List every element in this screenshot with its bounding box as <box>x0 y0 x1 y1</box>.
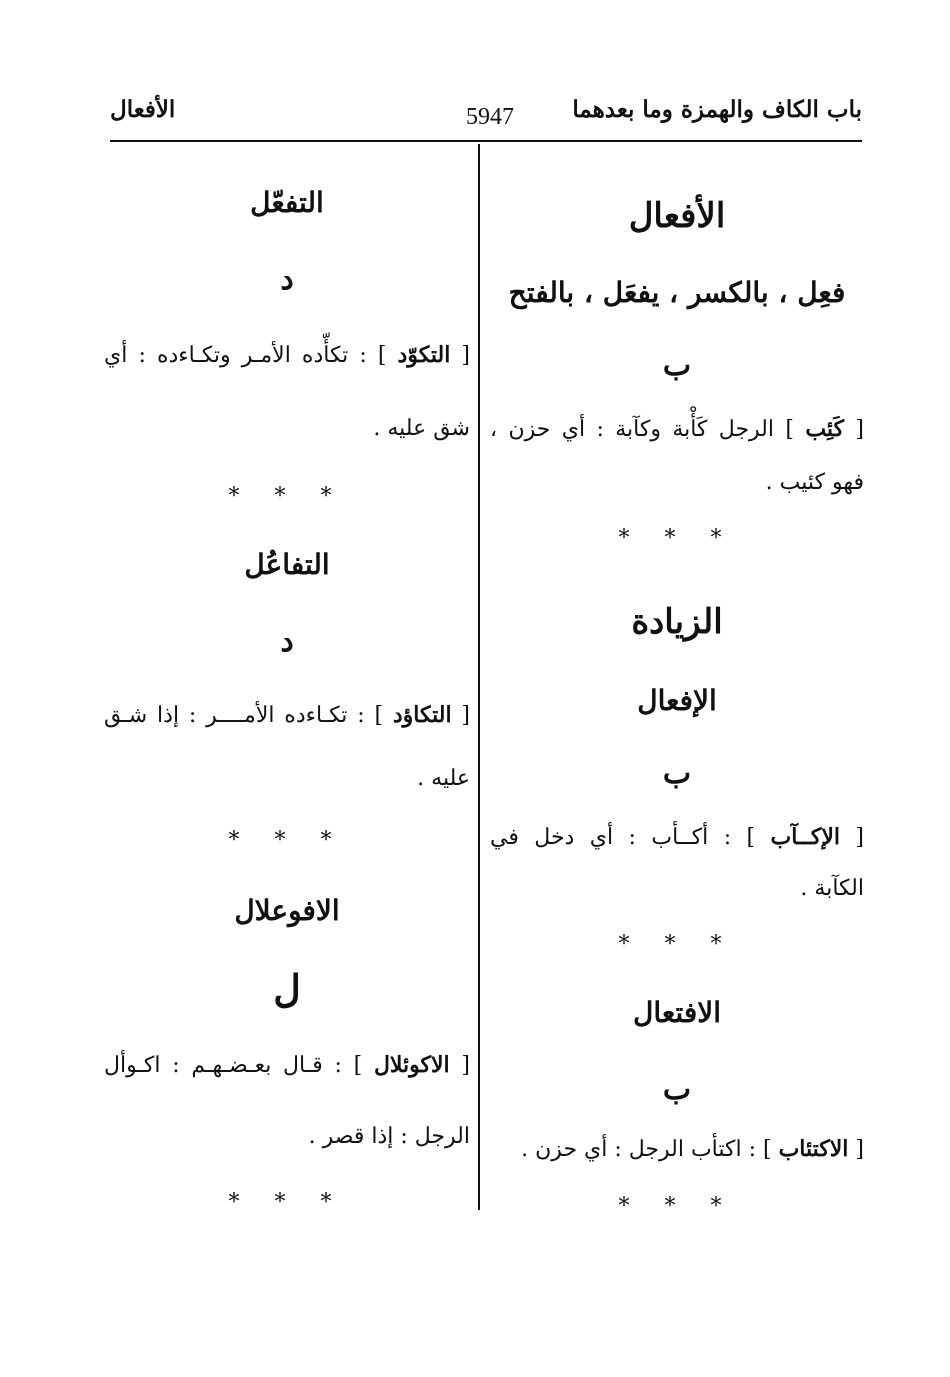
entry-line: [ الإكــآب ] : أكــأب : أي دخل في <box>490 824 864 850</box>
entry-line: [ الاكوئلال ] : قـال بعـضـهـم : اكـوأل <box>104 1052 470 1078</box>
root-letter: ب <box>662 756 692 791</box>
separator-stars: * * * <box>228 484 346 509</box>
entry-headword: الاكتئاب <box>778 1136 849 1162</box>
entry-text: ] : اكتأب الرجل : أي حزن . <box>521 1137 779 1162</box>
separator-stars: * * * <box>618 1194 736 1219</box>
section-title: الزيادة <box>631 602 723 642</box>
separator-stars: * * * <box>228 828 346 853</box>
running-head-chapter: باب الكاف والهمزة وما بعدهما <box>572 96 862 123</box>
entry-line: الكآبة . <box>800 876 864 901</box>
entry-line: [ الاكتئاب ] : اكتأب الرجل : أي حزن . <box>521 1136 864 1162</box>
separator-stars: * * * <box>618 526 736 551</box>
separator-stars: * * * <box>228 1190 346 1215</box>
subsection-title: التفعّل <box>250 186 324 219</box>
entry-line: شق عليه . <box>373 416 470 441</box>
entry-headword: التكاؤد <box>392 702 452 728</box>
entry-text: ] : تكـاءده الأمــــر : إذا شـق <box>104 703 393 728</box>
running-head-section: الأفعال <box>110 96 176 123</box>
header-rule <box>110 140 862 142</box>
subsection-title: الافوعلال <box>234 894 340 927</box>
section-title: الأفعال <box>628 196 726 236</box>
entry-text: ] الرجل كَأْبة وكآبة : أي حزن ، <box>490 417 806 442</box>
entry-line: فهو كئيب . <box>765 470 864 495</box>
entry-headword: الاكوئلال <box>373 1052 450 1078</box>
subsection-title: الافتعال <box>633 996 721 1029</box>
entry-text: ] : قـال بعـضـهـم : اكـوأل <box>104 1053 374 1078</box>
entry-line: عليه . <box>417 766 470 791</box>
subsection-title: التفاعُل <box>244 548 330 581</box>
verb-pattern-heading: فعِل ، بالكسر ، يفعَل ، بالفتح <box>508 276 846 309</box>
entry-line: [ كَئِب ] الرجل كَأْبة وكآبة : أي حزن ، <box>490 416 865 442</box>
entry-headword: كَئِب <box>805 416 845 442</box>
entry-text: ] : أكــأب : أي دخل في <box>490 825 771 850</box>
root-letter: ل <box>273 966 301 1011</box>
root-letter: د <box>280 262 294 297</box>
subsection-title: الإفعال <box>637 684 717 717</box>
entry-text: ] : تكأّده الأمـر وتكـاءده : أي <box>104 343 398 368</box>
entry-line: الرجل : إذا قصر . <box>308 1124 470 1149</box>
root-letter: ب <box>662 348 692 383</box>
root-letter: د <box>280 624 294 659</box>
root-letter: ب <box>662 1072 692 1107</box>
column-divider <box>478 144 480 1210</box>
page-number: 5947 <box>466 104 514 130</box>
entry-headword: التكوّد <box>397 342 451 368</box>
entry-line: [ التكاؤد ] : تكـاءده الأمــــر : إذا شـق <box>104 702 470 728</box>
entry-line: [ التكوّد ] : تكأّده الأمـر وتكـاءده : أي <box>104 342 471 368</box>
entry-headword: الإكــآب <box>770 824 840 850</box>
separator-stars: * * * <box>618 932 736 957</box>
